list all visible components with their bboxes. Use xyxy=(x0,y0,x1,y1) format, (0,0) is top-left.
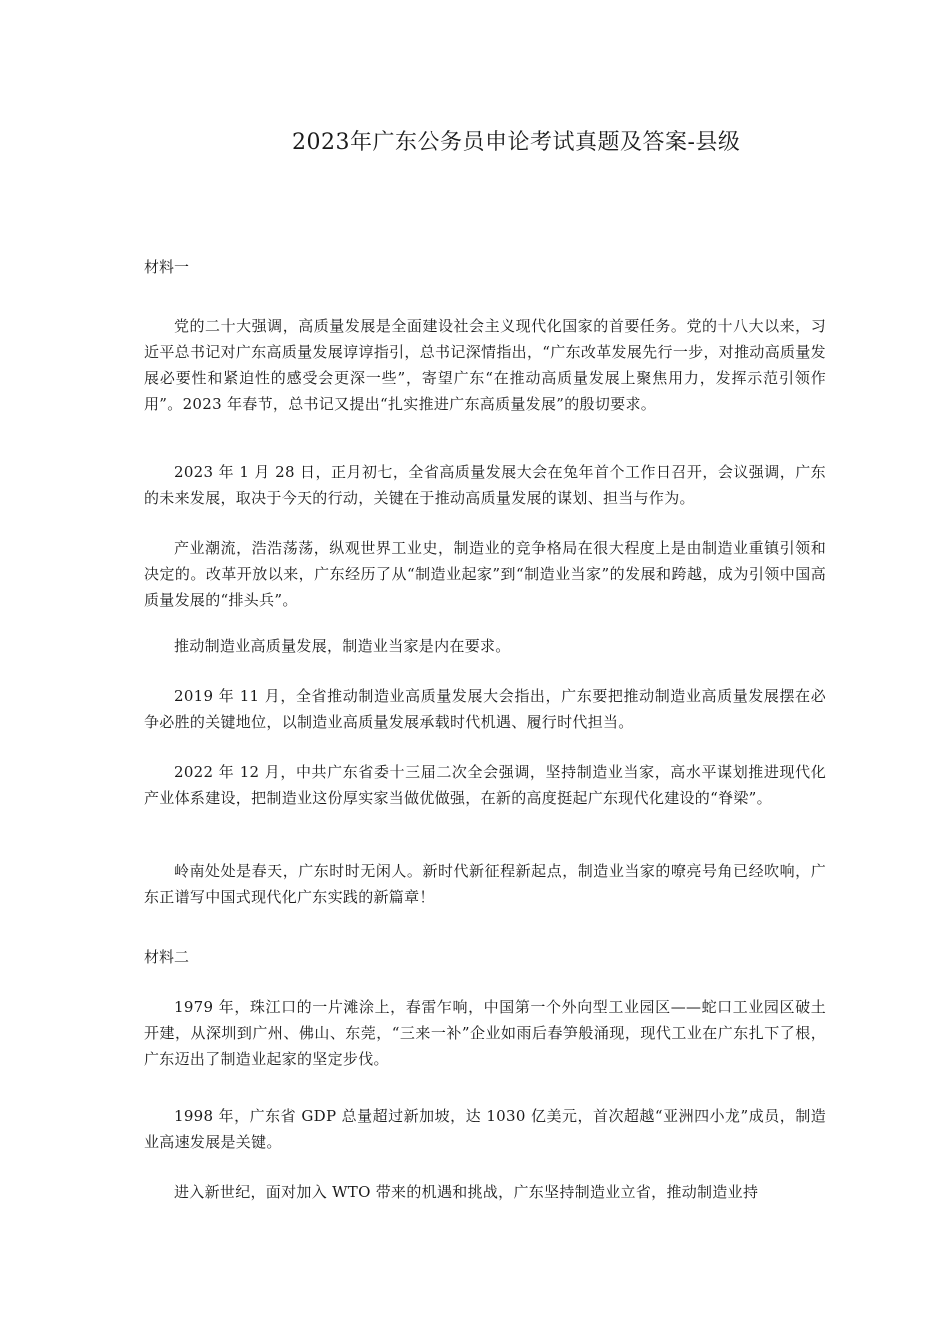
section-label-material-1: 材料一 xyxy=(144,258,190,276)
paragraph: 产业潮流，浩浩荡荡，纵观世界工业史，制造业的竞争格局在很大程度上是由制造业重镇引领和决定的。改革开放以来，广东经历了从“制造业起家”到“制造业当家”的发展和跨越，成为引领中国高质量发展的“排头兵”。 xyxy=(144,539,826,609)
section-label-material-2: 材料二 xyxy=(144,948,190,966)
document-title: 2023年广东公务员申论考试真题及答案-县级 xyxy=(292,130,741,155)
paragraph: 2023 年 1 月 28 日，正月初七，全省高质量发展大会在兔年首个工作日召开，会议强调，广东的未来发展，取决于今天的行动，关键在于推动高质量发展的谋划、担当与作为。 xyxy=(144,463,826,507)
paragraph: 2019 年 11 月，全省推动制造业高质量发展大会指出，广东要把推动制造业高质量发展摆在必争必胜的关键地位，以制造业高质量发展承载时代机遇、履行时代担当。 xyxy=(144,687,826,731)
paragraph: 1979 年，珠江口的一片滩涂上，春雷乍响，中国第一个外向型工业园区——蛇口工业园区破土开建，从深圳到广州、佛山、东莞，“三来一补”企业如雨后春笋般涌现，现代工业在广东扎下了根，广东迈出了制造业起家的坚定步伐。 xyxy=(144,998,826,1068)
paragraph: 岭南处处是春天，广东时时无闲人。新时代新征程新起点，制造业当家的嘹亮号角已经吹响，广东正谱写中国式现代化广东实践的新篇章！ xyxy=(144,862,826,906)
paragraph: 党的二十大强调，高质量发展是全面建设社会主义现代化国家的首要任务。党的十八大以来，习近平总书记对广东高质量发展谆谆指引，总书记深情指出，“广东改革发展先行一步，对推动高质量发展必要性和紧迫性的感受会更深一些”，寄望广东“在推动高质量发展上聚焦用力，发挥示范引领作用”。2023 年春节，总书记又提出“扎实推进广东高质量发展”的殷切要求。 xyxy=(144,317,826,413)
paragraph: 进入新世纪，面对加入 WTO 带来的机遇和挑战，广东坚持制造业立省，推动制造业持 xyxy=(174,1183,759,1201)
paragraph: 推动制造业高质量发展，制造业当家是内在要求。 xyxy=(174,637,511,655)
paragraph: 1998 年，广东省 GDP 总量超过新加坡，达 1030 亿美元，首次超越“亚洲四小龙”成员，制造业高速发展是关键。 xyxy=(144,1107,826,1151)
paragraph: 2022 年 12 月，中共广东省委十三届二次全会强调，坚持制造业当家，高水平谋划推进现代化产业体系建设，把制造业这份厚实家当做优做强，在新的高度挺起广东现代化建设的“脊梁”。 xyxy=(144,763,826,807)
